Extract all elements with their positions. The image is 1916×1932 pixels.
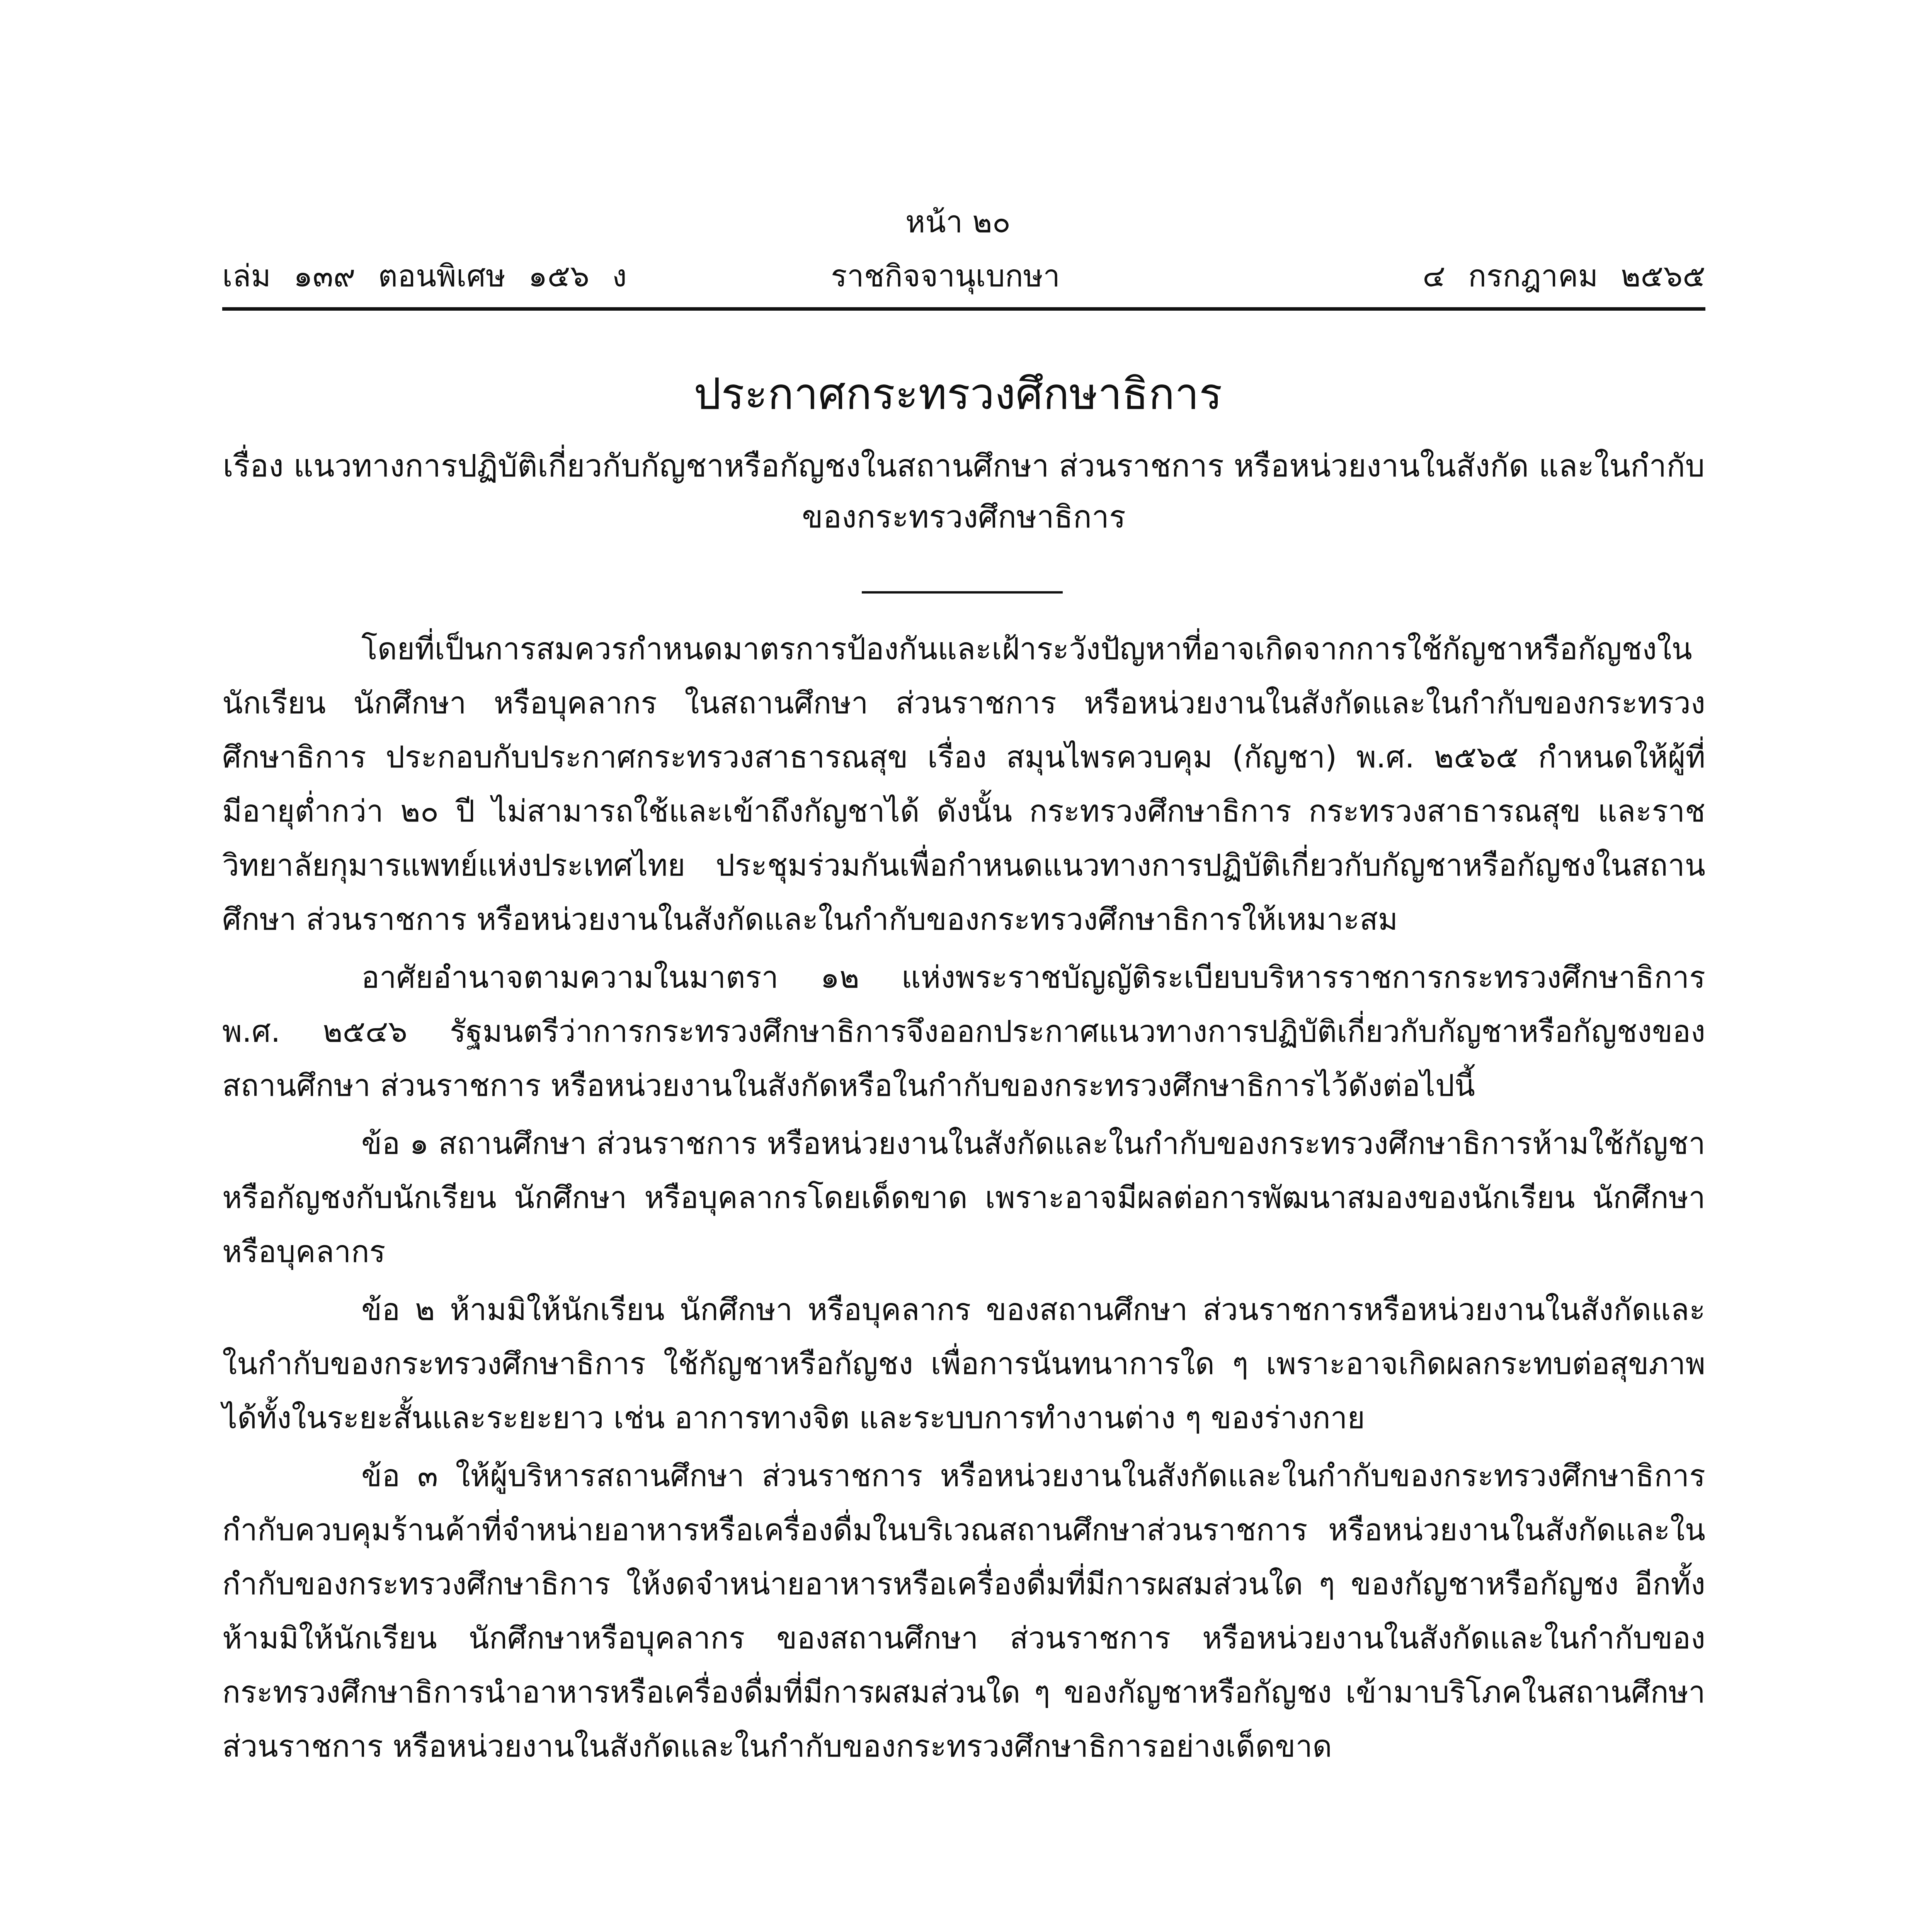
preamble-paragraph: โดยที่เป็นการสมควรกำหนดมาตรการป้องกันและเฝ้าระวังปัญหาที่อาจเกิดจากการใช้กัญชาหรือกัญชงในนักเรียน นักศึกษา หรือบุคลากร ในสถานศึกษา ส่วนราชการ หรือหน่วยงานในสังกัดและในกำกับของกระทรวงศึกษาธิการ ประกอบกับประกาศกระทรวงสาธารณสุข เรื่อง สมุนไพรควบคุม (กัญชา) พ.ศ. ๒๕๖๕ กำหนดให้ผู้ที่มีอายุต่ำกว่า ๒๐ ปี ไม่สามารถใช้และเข้าถึงกัญชาได้ ดังนั้น กระทรวงศึกษาธิการ กระทรวงสาธารณสุข และราชวิทยาลัยกุมารแพทย์แห่งประเทศไทย ประชุมร่วมกันเพื่อกำหนดแนวทางการปฏิบัติเกี่ยวกับกัญชาหรือกัญชงในสถานศึกษา ส่วนราชการ หรือหน่วยงานในสังกัดและในกำกับของกระทรวงศึกษาธิการให้เหมาะสม	[222, 632, 1705, 937]
gazette-header	[222, 255, 1705, 298]
header-divider	[222, 307, 1705, 311]
document-body	[222, 622, 1705, 1777]
document-title: ประกาศกระทรวงศึกษาธิการ	[694, 369, 1222, 419]
clause-1-paragraph: ข้อ ๑ สถานศึกษา ส่วนราชการ หรือหน่วยงานในสังกัดและในกำกับของกระทรวงศึกษาธิการห้ามใช้กัญชาหรือกัญชงกับนักเรียน นักศึกษา หรือบุคลากรโดยเด็ดขาด เพราะอาจมีผลต่อการพัฒนาสมองของนักเรียน นักศึกษา หรือบุคลากร	[222, 1126, 1705, 1269]
clause-2-paragraph: ข้อ ๒ ห้ามมิให้นักเรียน นักศึกษา หรือบุคลากร ของสถานศึกษา ส่วนราชการหรือหน่วยงานในสังกัดและในกำกับของกระทรวงศึกษาธิการ ใช้กัญชาหรือกัญชง เพื่อการนันทนาการใด ๆ เพราะอาจเกิดผลกระทบต่อสุขภาพได้ทั้งในระยะสั้นและระยะยาว เช่น อาการทางจิต และระบบการทำงานต่าง ๆ ของร่างกาย	[222, 1293, 1705, 1435]
volume-info: เล่ม ๑๓๙ ตอนพิเศษ ๑๕๖ ง	[222, 259, 627, 294]
authority-paragraph: อาศัยอำนาจตามความในมาตรา ๑๒ แห่งพระราชบัญญัติระเบียบบริหารราชการกระทรวงศึกษาธิการ พ.ศ. ๒๕๔๖ รัฐมนตรีว่าการกระทรวงศึกษาธิการจึงออกประกาศแนวทางการปฏิบัติเกี่ยวกับกัญชาหรือกัญชงของสถานศึกษา ส่วนราชการ หรือหน่วยงานในสังกัดหรือในกำกับของกระทรวงศึกษาธิการไว้ดังต่อไปนี้	[222, 960, 1705, 1103]
document-subject: เรื่อง แนวทางการปฏิบัติเกี่ยวกับกัญชาหรือกัญชงในสถานศึกษา ส่วนราชการ หรือหน่วยงานในสังกัด และในกำกับของกระทรวงศึกษาธิการ	[223, 448, 1705, 535]
publication-name: ราชกิจจานุเบกษา	[831, 259, 1060, 294]
title-divider	[862, 591, 1063, 594]
publication-date: ๔ กรกฎาคม ๒๕๖๕	[1423, 259, 1705, 294]
clause-3-paragraph: ข้อ ๓ ให้ผู้บริหารสถานศึกษา ส่วนราชการ หรือหน่วยงานในสังกัดและในกำกับของกระทรวงศึกษาธิการกำกับควบคุมร้านค้าที่จำหน่ายอาหารหรือเครื่องดื่มในบริเวณสถานศึกษาส่วนราชการ หรือหน่วยงานในสังกัดและในกำกับของกระทรวงศึกษาธิการ ให้งดจำหน่ายอาหารหรือเครื่องดื่มที่มีการผสมส่วนใด ๆ ของกัญชาหรือกัญชง อีกทั้งห้ามมิให้นักเรียน นักศึกษาหรือบุคลากร ของสถานศึกษา ส่วนราชการ หรือหน่วยงานในสังกัดและในกำกับของกระทรวงศึกษาธิการนำอาหารหรือเครื่องดื่มที่มีการผสมส่วนใด ๆ ของกัญชาหรือกัญชง เข้ามาบริโภคในสถานศึกษาส่วนราชการ หรือหน่วยงานในสังกัดและในกำกับของกระทรวงศึกษาธิการอย่างเด็ดขาด	[222, 1459, 1705, 1764]
page-number: หน้า ๒๐	[905, 205, 1011, 240]
